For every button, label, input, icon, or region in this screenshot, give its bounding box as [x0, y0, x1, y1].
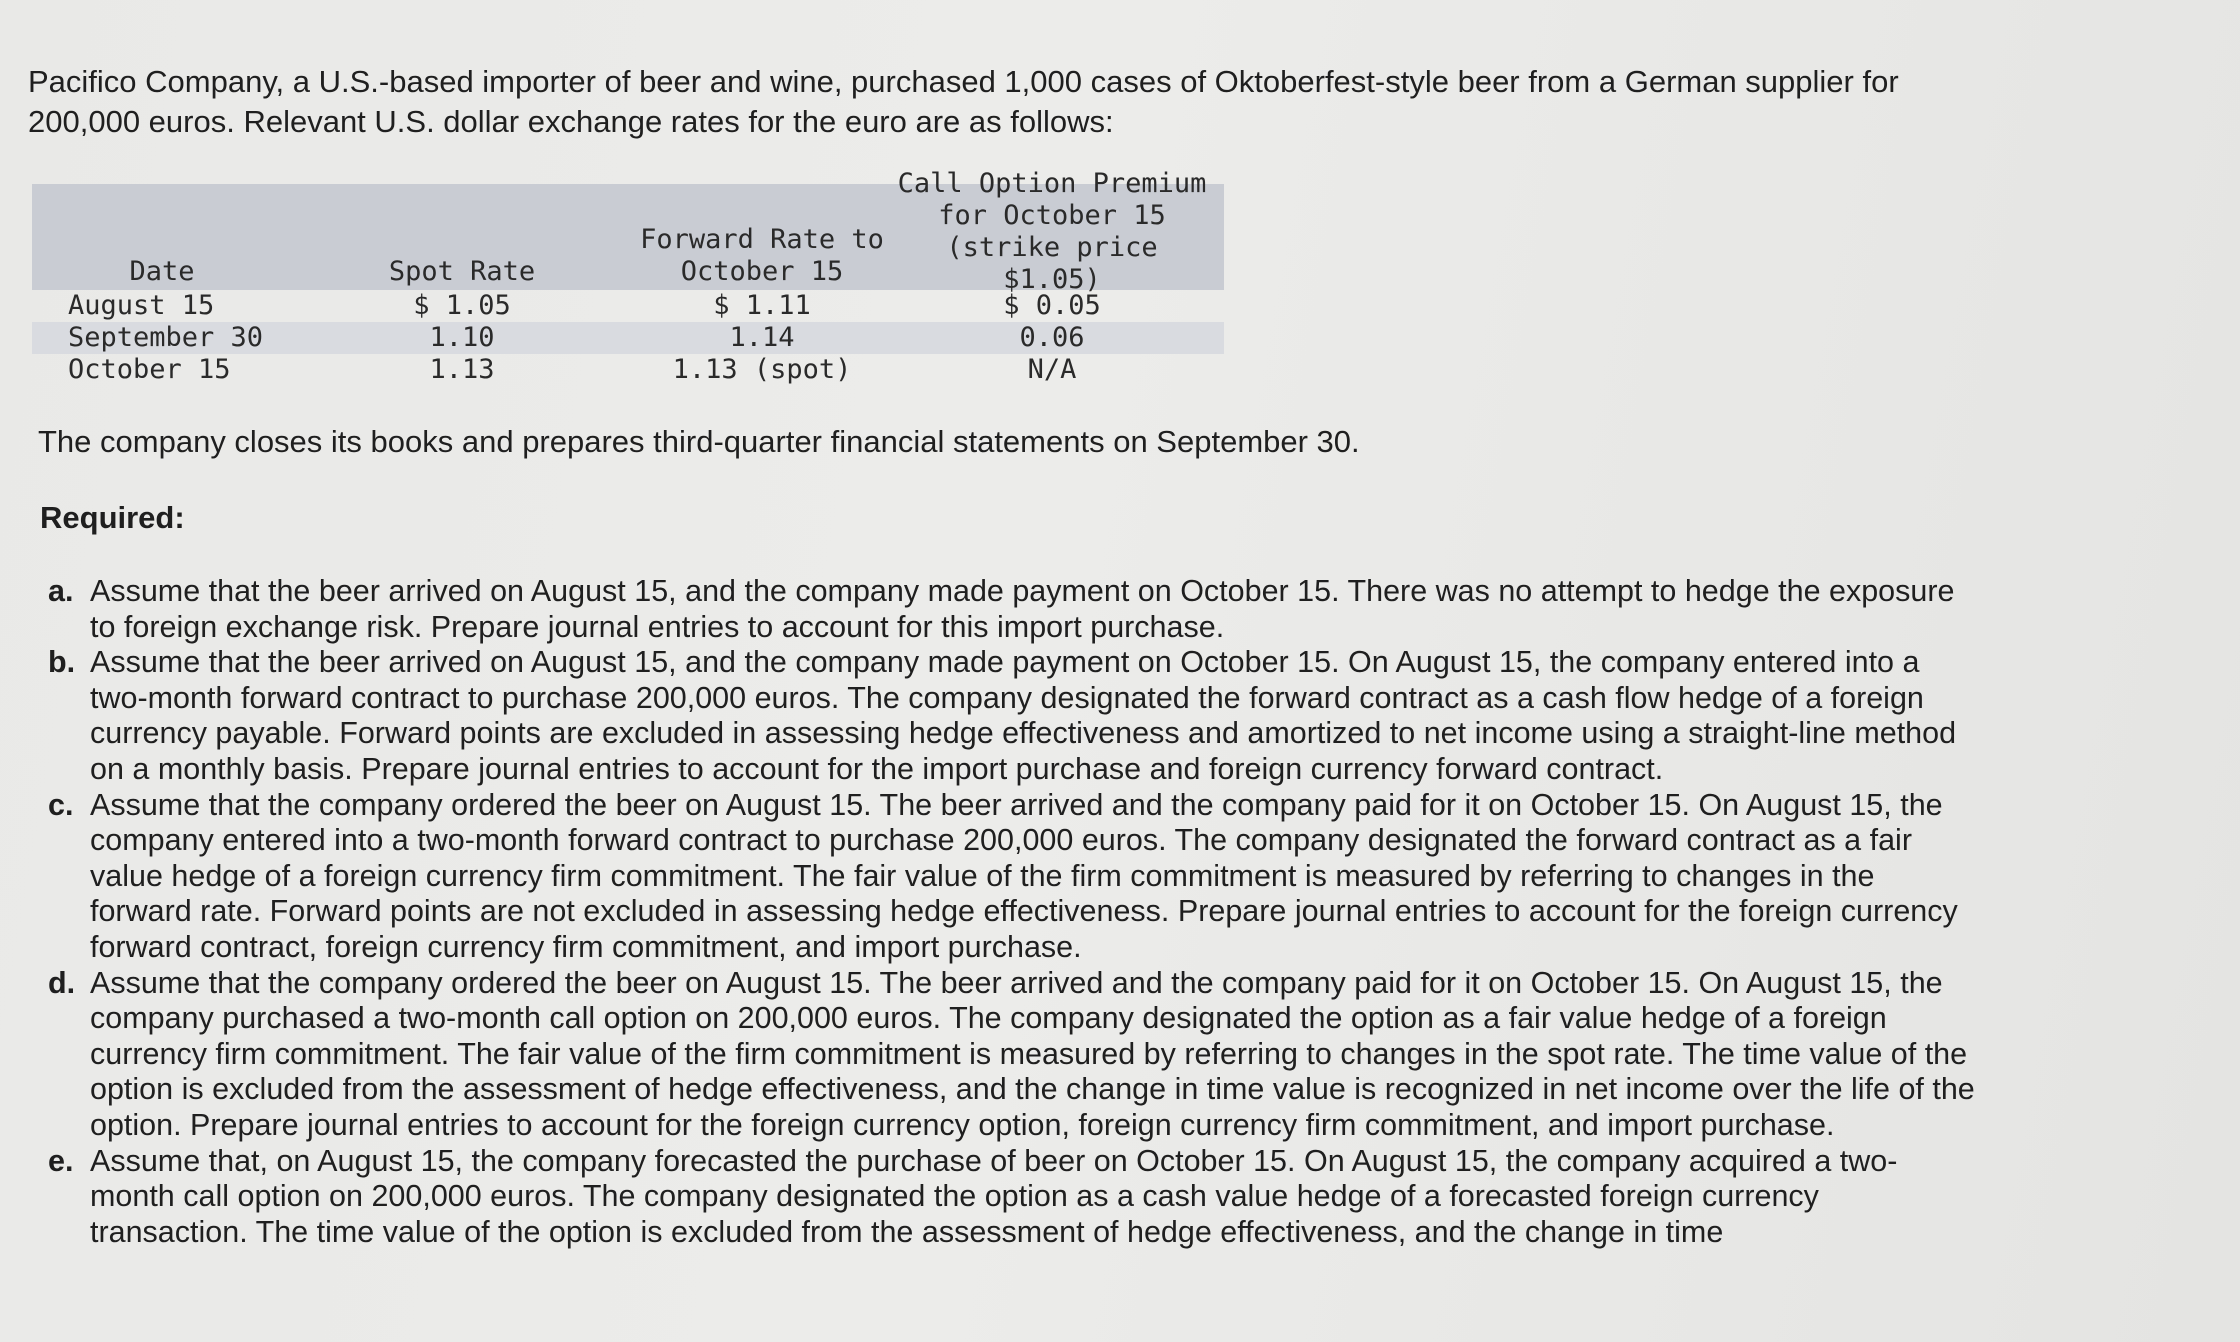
item-text: Assume that the company ordered the beer on August 15. The beer arrived and the company paid for it on October 15. On August 15, the company entered into a two-month forward contract to purchase 200,000 euros. The company designated the forward contract as a fair value hedge of a foreign currency firm commitment. The fair value of the firm commitment is measured by referring to changes in the forward rate. Forward points are not excluded in assessing hedge effectiveness. Prepare journal entries to account for the foreign currency forward contract, foreign currency firm commitment, and import purchase.	[90, 787, 1958, 964]
cell-date: September 30	[68, 322, 264, 353]
item-marker: d.	[48, 965, 76, 1000]
item-marker: a.	[48, 574, 74, 608]
item-marker: c.	[48, 787, 74, 822]
list-item	[48, 966, 1978, 1144]
cell-forward: $ 1.11	[713, 290, 811, 321]
item-text: Assume that the company ordered the beer on August 15. The beer arrived and the company paid for it on October 15. On August 15, the company purchased a two-month call option on 200,000 euros. The company designated the option as a fair value hedge of a foreign currency firm commitment. The fair value of the firm commitment is measured by referring to changes in the spot rate. The time value of the option is excluded from the assessment of hedge effectiveness, and the change in time value is recognized in net income over the life of the option. Prepare journal entries to account for the foreign currency option, foreign currency firm commitment, and import purchase.	[90, 965, 1975, 1142]
intro-paragraph: Pacifico Company, a U.S.-based importer of beer and wine, purchased 1,000 cases of Oktoberfest-style beer from a German supplier for 200,000 euros. Relevant U.S. dollar exchange rates for the euro are as follows:	[28, 64, 1899, 139]
header-spot-rate: Spot Rate	[388, 256, 536, 287]
item-marker: b.	[48, 645, 76, 680]
header-call-line3: (strike price $1.05)	[946, 232, 1158, 295]
cell-forward: 1.14	[729, 322, 795, 353]
cell-date: October 15	[68, 354, 231, 385]
list-item	[48, 645, 1978, 787]
table-header	[32, 168, 1224, 295]
cell-date: August 15	[68, 290, 215, 321]
header-forward-line1: Forward Rate to	[640, 224, 884, 255]
header-forward-line2: October 15	[680, 256, 844, 287]
table-row	[32, 354, 1224, 386]
list-item	[48, 574, 1978, 645]
list-item	[48, 788, 1978, 966]
header-call-line1: Call Option Premium	[897, 168, 1207, 199]
cell-spot: 1.13	[429, 354, 495, 385]
exchange-rate-table	[32, 168, 1224, 386]
item-text: Assume that, on August 15, the company forecasted the purchase of beer on October 15. On August 15, the company acquired a two-month call option on 200,000 euros. The company designated the option as a cash value hedge of a forecasted foreign currency transaction. The time value of the option is excluded from the assessment of hedge effectiveness, and the change in time	[90, 1143, 1898, 1249]
header-call-premium	[892, 168, 1212, 296]
item-text: Assume that the beer arrived on August 15, and the company made payment on October 15. There was no attempt to hedge the exposure to foreign exchange risk. Prepare journal entries to account for this import purchase.	[90, 574, 1955, 644]
cell-call: 0.06	[1019, 322, 1085, 353]
table-row	[32, 290, 1224, 322]
item-marker: e.	[48, 1143, 74, 1178]
header-date: Date	[129, 256, 195, 287]
table-row	[32, 322, 1224, 354]
cell-forward: 1.13 (spot)	[672, 354, 852, 385]
list-item	[48, 1144, 1978, 1251]
requirements-list	[48, 574, 1978, 1250]
item-text: Assume that the beer arrived on August 15, and the company made payment on October 15. On August 15, the company entered into a two-month forward contract to purchase 200,000 euros. The company designated the forward contract as a cash flow hedge of a foreign currency payable. Forward points are excluded in assessing hedge effectiveness and amortized to net income using a straight-line method on a monthly basis. Prepare journal entries to account for the import purchase and foreign currency forward contract.	[90, 645, 1957, 786]
required-heading: Required:	[40, 500, 185, 535]
cell-call: $ 0.05	[1003, 290, 1101, 321]
cell-call: N/A	[1027, 354, 1077, 385]
cell-spot: 1.10	[429, 322, 495, 353]
closing-paragraph: The company closes its books and prepares third-quarter financial statements on September 30.	[38, 424, 1360, 459]
cell-spot: $ 1.05	[413, 290, 511, 321]
header-call-line2: for October 15	[938, 200, 1166, 231]
